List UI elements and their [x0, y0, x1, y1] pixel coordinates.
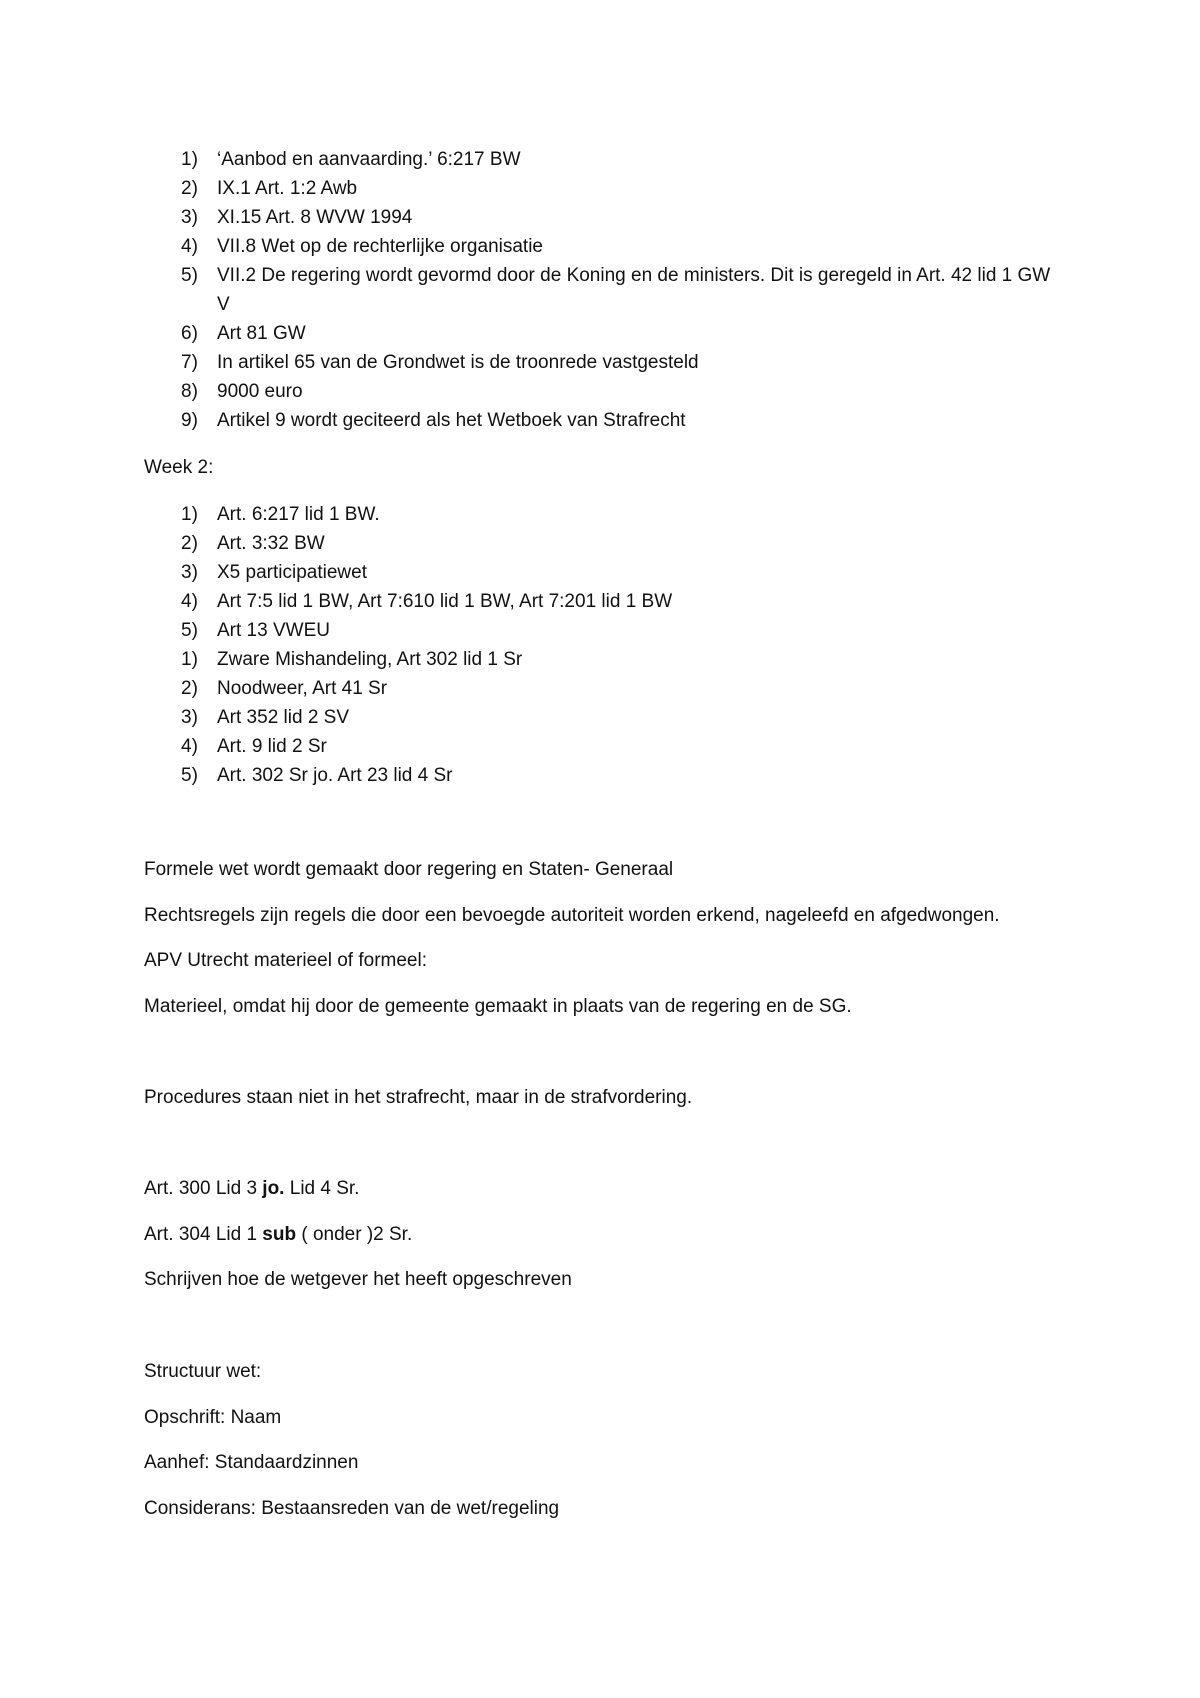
list-item-number: 5)	[181, 265, 198, 286]
list-item-number: 5)	[181, 620, 198, 641]
art300-jo: jo.	[262, 1178, 285, 1199]
paragraph-formele-wet: Formele wet wordt gemaakt door regering en Staten- Generaal	[144, 859, 674, 880]
list-item-text: Art. 6:217 lid 1 BW.	[217, 504, 380, 525]
art304-sub: sub	[262, 1224, 297, 1245]
paragraph-considerans: Considerans: Bestaansreden van de wet/regeling	[144, 1498, 560, 1519]
list-item-text: Artikel 9 wordt geciteerd als het Wetboek van Strafrecht	[217, 410, 686, 431]
art304-text-a: Art. 304 Lid 1	[144, 1224, 263, 1245]
paragraph-structuur: Structuur wet:	[144, 1361, 262, 1382]
list-item-number: 1)	[181, 149, 198, 170]
list-item-text: XI.15 Art. 8 WVW 1994	[217, 207, 413, 228]
list-item-text: Art. 3:32 BW	[217, 533, 325, 554]
list-item-text: VII.8 Wet op de rechterlijke organisatie	[217, 236, 543, 257]
list-item-number: 4)	[181, 591, 198, 612]
list-item-text: In artikel 65 van de Grondwet is de troonrede vastgesteld	[217, 352, 699, 373]
list-item-number: 6)	[181, 323, 198, 344]
paragraph-schrijven: Schrijven hoe de wetgever het heeft opgeschreven	[144, 1269, 572, 1290]
list-item-number: 2)	[181, 533, 198, 554]
list-item-number: 1)	[181, 649, 198, 670]
paragraph-procedures: Procedures staan niet in het strafrecht, maar in de strafvordering.	[144, 1087, 693, 1108]
list-item-text: VII.2 De regering wordt gevormd door de Koning en de ministers. Dit is geregeld in Art. 42 lid 1 GW V	[217, 265, 1051, 315]
list-item-number: 3)	[181, 207, 198, 228]
paragraph-aanhef: Aanhef: Standaardzinnen	[144, 1452, 359, 1473]
list-item-number: 2)	[181, 678, 198, 699]
paragraph-opschrift: Opschrift: Naam	[144, 1407, 282, 1428]
list-item-number: 5)	[181, 765, 198, 786]
paragraph-apv: APV Utrecht materieel of formeel:	[144, 950, 427, 971]
list-item-text: Art. 9 lid 2 Sr	[217, 736, 327, 757]
list-item-number: 2)	[181, 178, 198, 199]
list-item-text: Noodweer, Art 41 Sr	[217, 678, 388, 699]
list-item-text: Art 81 GW	[217, 323, 306, 344]
list-item-number: 8)	[181, 381, 198, 402]
list-item-number: 3)	[181, 707, 198, 728]
list-item-text: IX.1 Art. 1:2 Awb	[217, 178, 358, 199]
art300-text-a: Art. 300 Lid 3	[144, 1178, 263, 1199]
week2-heading: Week 2:	[144, 457, 214, 478]
list-item-number: 4)	[181, 736, 198, 757]
paragraph-art304	[144, 1220, 1094, 1249]
list-item-text: Art 7:5 lid 1 BW, Art 7:610 lid 1 BW, Art 7:201 lid 1 BW	[217, 591, 673, 612]
list-item-text: Art. 302 Sr jo. Art 23 lid 4 Sr	[217, 765, 453, 786]
list-item-number: 9)	[181, 410, 198, 431]
list-item-text: ‘Aanbod en aanvaarding.’ 6:217 BW	[217, 149, 521, 170]
list-item-number: 7)	[181, 352, 198, 373]
list-item-text: Art 13 VWEU	[217, 620, 330, 641]
art300-text-b: Lid 4 Sr.	[284, 1178, 360, 1199]
art304-text-b: ( onder )2 Sr.	[296, 1224, 413, 1245]
list-item-text: 9000 euro	[217, 381, 303, 402]
paragraph-rechtsregels: Rechtsregels zijn regels die door een bevoegde autoriteit worden erkend, nageleefd en afgedwongen.	[144, 905, 1000, 926]
list-item-number: 3)	[181, 562, 198, 583]
list-item-number: 1)	[181, 504, 198, 525]
list-item-text: Art 352 lid 2 SV	[217, 707, 350, 728]
list-item-text: X5 participatiewet	[217, 562, 367, 583]
paragraph-materieel: Materieel, omdat hij door de gemeente gemaakt in plaats van de regering en de SG.	[144, 996, 852, 1017]
list-item-number: 4)	[181, 236, 198, 257]
list-item-text: Zware Mishandeling, Art 302 lid 1 Sr	[217, 649, 523, 670]
paragraph-art300	[144, 1174, 1094, 1203]
